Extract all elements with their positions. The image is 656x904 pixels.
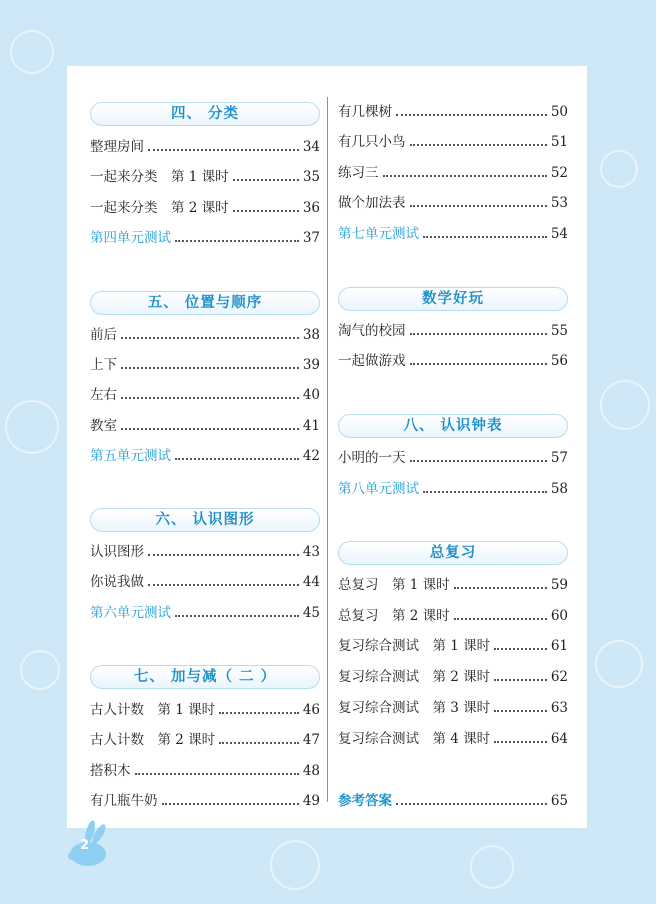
dot-leader [121,428,299,430]
toc-entry-title: 淘气的校园 [338,323,406,339]
background-circle-doodle [10,30,54,74]
toc-entry-title: 一起来分类 第 2 课时 [90,200,229,216]
toc-entry-title: 第五单元测试 [90,448,171,464]
toc-entry-page: 51 [550,134,568,150]
toc-entry-title: 有几只小鸟 [338,134,406,150]
toc-entry-title: 复习综合测试 第 4 课时 [338,731,491,747]
toc-entry-title: 做个加法表 [338,195,406,211]
toc-entry-title: 左右 [90,387,117,403]
toc-entry[interactable] [338,130,568,150]
toc-entry-page: 36 [302,200,320,216]
dot-leader [148,149,299,151]
toc-entry-page: 35 [302,169,320,185]
dot-leader [383,175,547,177]
toc-entry-page: 59 [550,577,568,593]
toc-entry-page: 46 [302,702,320,718]
toc-entry[interactable] [338,696,568,716]
toc-entry-title: 总复习 第 1 课时 [338,577,450,593]
toc-entry-page: 47 [302,732,320,748]
toc-entry-page: 48 [302,763,320,779]
background-circle-doodle [600,380,650,430]
dot-leader [175,240,299,242]
dot-leader [454,587,547,589]
dot-leader [423,491,547,493]
toc-entry-page: 64 [550,731,568,747]
toc-entry-page: 56 [550,353,568,369]
dot-leader [410,205,547,207]
toc-entry[interactable] [338,727,568,747]
toc-entry-page: 53 [550,195,568,211]
background-circle-doodle [470,845,514,889]
toc-entry-title: 一起做游戏 [338,353,406,369]
toc-entry-title: 参考答案 [338,793,392,809]
toc-entry-page: 52 [550,165,568,181]
dot-leader [494,679,547,681]
toc-entry-title: 第六单元测试 [90,605,171,621]
toc-entry-page: 41 [302,418,320,434]
dot-leader [219,712,299,714]
toc-entry[interactable] [90,759,320,779]
toc-entry[interactable] [338,349,568,369]
toc-entry-page: 44 [302,574,320,590]
page-number: 2 [80,838,90,853]
toc-entry-page: 34 [302,139,320,155]
toc-entry[interactable] [90,165,320,185]
toc-entry[interactable] [90,383,320,403]
toc-entry[interactable] [90,323,320,343]
toc-entry-page: 58 [550,481,568,497]
dot-leader [233,210,299,212]
dot-leader [162,803,299,805]
toc-entry[interactable] [90,540,320,560]
toc-entry-page: 57 [550,450,568,466]
toc-entry-page: 61 [550,638,568,654]
toc-entry-title: 整理房间 [90,139,144,155]
dot-leader [494,648,547,650]
toc-entry-page: 54 [550,226,568,242]
toc-entry-title: 你说我做 [90,574,144,590]
toc-entry-page: 40 [302,387,320,403]
toc-entry-page: 65 [550,793,568,809]
toc-entry[interactable] [338,634,568,654]
toc-entry[interactable] [338,319,568,339]
dot-leader [148,584,299,586]
toc-entry-page: 55 [550,323,568,339]
toc-entry-page: 62 [550,669,568,685]
toc-entry[interactable] [90,414,320,434]
section-header: 六、 认识图形 [90,508,320,532]
dot-leader [396,114,547,116]
dot-leader [423,236,547,238]
toc-entry-page: 63 [550,700,568,716]
section-header: 总复习 [338,541,568,565]
dot-leader [148,554,299,556]
section-header: 数学好玩 [338,287,568,311]
toc-entry[interactable] [338,191,568,211]
toc-entry-page: 38 [302,327,320,343]
dot-leader [175,458,299,460]
toc-entry-title: 有几棵树 [338,104,392,120]
toc-entry-page: 39 [302,357,320,373]
toc-entry[interactable] [90,698,320,718]
toc-entry-title: 古人计数 第 1 课时 [90,702,216,718]
toc-entry-title: 第四单元测试 [90,230,171,246]
toc-entry-page: 37 [302,230,320,246]
toc-entry[interactable] [338,789,568,809]
dot-leader [396,803,547,805]
background-circle-doodle [270,840,320,890]
dot-leader [121,397,299,399]
toc-entry-title: 练习三 [338,165,379,181]
toc-entry[interactable] [90,226,320,246]
toc-entry-page: 42 [302,448,320,464]
toc-entry[interactable] [90,570,320,590]
toc-entry[interactable] [90,353,320,373]
dot-leader [454,618,547,620]
toc-entry-page: 50 [550,104,568,120]
toc-entry[interactable] [338,665,568,685]
toc-entry[interactable] [338,573,568,593]
toc-entry-title: 教室 [90,418,117,434]
dot-leader [410,333,547,335]
dot-leader [494,710,547,712]
toc-entry-title: 认识图形 [90,544,144,560]
toc-entry[interactable] [90,444,320,464]
toc-entry[interactable] [90,728,320,748]
toc-entry[interactable] [90,789,320,809]
toc-entry-page: 43 [302,544,320,560]
toc-entry-title: 前后 [90,327,117,343]
dot-leader [410,460,547,462]
toc-entry-page: 45 [302,605,320,621]
toc-entry[interactable] [338,100,568,120]
background-circle-doodle [5,400,59,454]
section-header: 七、 加与减（ 二 ） [90,665,320,689]
background-circle-doodle [20,650,60,690]
toc-entry-title: 第八单元测试 [338,481,419,497]
background-circle-doodle [600,150,638,188]
dot-leader [121,337,299,339]
toc-entry-title: 第七单元测试 [338,226,419,242]
toc-entry-title: 一起来分类 第 1 课时 [90,169,229,185]
toc-entry-title: 复习综合测试 第 3 课时 [338,700,491,716]
dot-leader [494,741,547,743]
toc-entry-title: 复习综合测试 第 2 课时 [338,669,491,685]
toc-entry-title: 小明的一天 [338,450,406,466]
section-header: 五、 位置与顺序 [90,291,320,315]
toc-entry[interactable] [338,477,568,497]
dot-leader [175,615,299,617]
column-divider [327,97,328,802]
rabbit-icon [66,818,116,868]
dot-leader [219,742,299,744]
dot-leader [135,773,299,775]
toc-entry[interactable] [338,604,568,624]
section-header: 八、 认识钟表 [338,414,568,438]
toc-entry[interactable] [338,161,568,181]
toc-entry-page: 49 [302,793,320,809]
dot-leader [233,179,299,181]
dot-leader [410,363,547,365]
dot-leader [410,144,547,146]
toc-entry[interactable] [338,222,568,242]
toc-entry[interactable] [338,446,568,466]
toc-entry[interactable] [90,601,320,621]
dot-leader [121,367,299,369]
toc-entry-title: 搭积木 [90,763,131,779]
toc-entry-title: 上下 [90,357,117,373]
toc-entry-title: 总复习 第 2 课时 [338,608,450,624]
background-circle-doodle [595,640,643,688]
toc-entry-title: 古人计数 第 2 课时 [90,732,216,748]
toc-entry-page: 60 [550,608,568,624]
toc-entry[interactable] [90,135,320,155]
section-header: 四、 分类 [90,102,320,126]
toc-entry-title: 复习综合测试 第 1 课时 [338,638,491,654]
toc-entry-title: 有几瓶牛奶 [90,793,158,809]
toc-entry[interactable] [90,196,320,216]
